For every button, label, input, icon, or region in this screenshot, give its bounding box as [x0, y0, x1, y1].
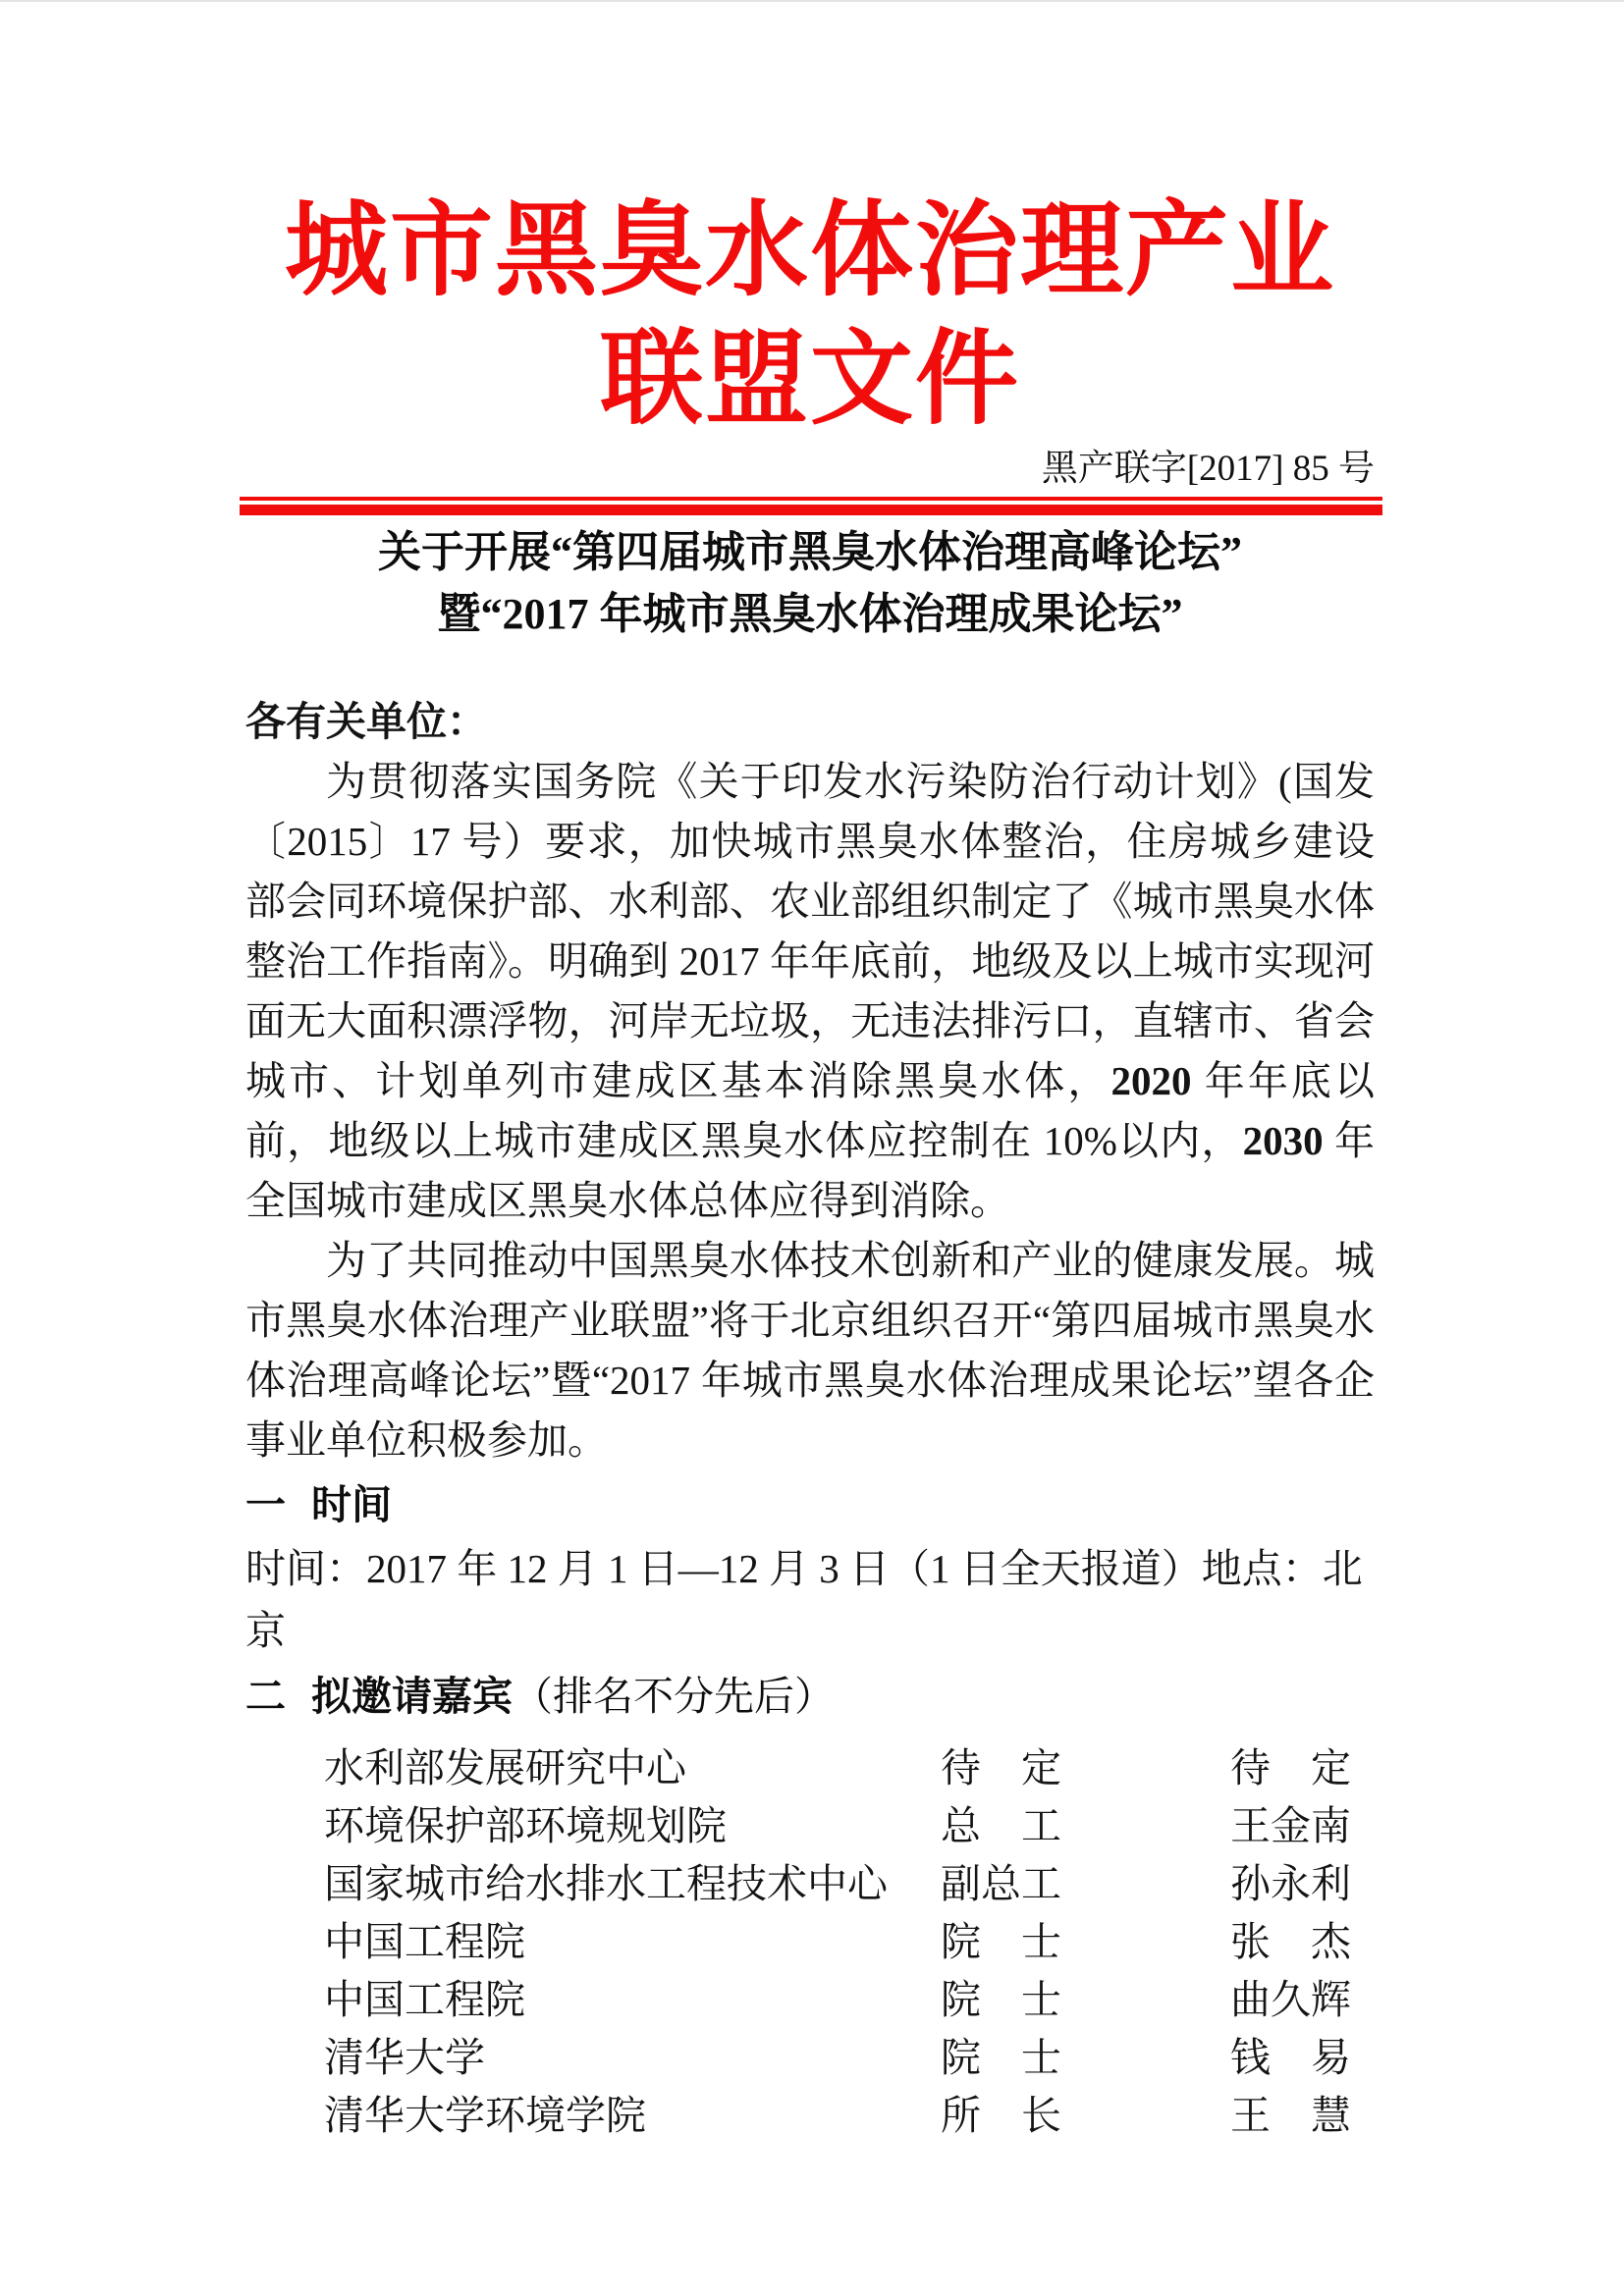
section-2-heading [245, 1666, 1375, 1728]
guest-row [245, 2029, 1375, 2087]
guest-org: 中国工程院 [324, 1977, 525, 2022]
guest-org: 中国工程院 [324, 1919, 525, 1964]
section-2-number: 二 [245, 1674, 286, 1719]
schedule-line: 时间：2017 年 12 月 1 日—12 月 3 日（1 日全天报道）地点：北京 [245, 1546, 1363, 1653]
subject-line1: 关于开展“第四届城市黑臭水体治理高峰论坛” [378, 528, 1242, 576]
paragraph-1-bold-2020: 2020 [1110, 1058, 1192, 1103]
guest-name: 待 定 [1230, 1745, 1351, 1790]
section-2-title: 拟邀请嘉宾 [311, 1674, 513, 1719]
guest-name: 曲久辉 [1230, 1977, 1351, 2022]
section-1-heading [245, 1474, 1375, 1536]
guest-org: 清华大学环境学院 [324, 2093, 646, 2138]
guest-org: 水利部发展研究中心 [324, 1745, 686, 1790]
guest-org: 清华大学 [324, 2035, 485, 2080]
paragraph-1 [245, 752, 1375, 1231]
guest-row [245, 1797, 1375, 1855]
page-top-edge [0, 0, 1624, 2]
paragraph-1-bold-2030: 2030 [1242, 1118, 1324, 1163]
section-2-note: （排名不分先后） [513, 1674, 835, 1719]
guest-name: 张 杰 [1230, 1919, 1351, 1964]
guest-role: 所 长 [941, 2093, 1061, 2138]
guest-role: 院 士 [941, 1919, 1061, 1964]
document-subject [245, 521, 1375, 645]
red-divider-thin-line [240, 497, 1382, 501]
red-divider-thick-line [240, 505, 1382, 515]
letterhead-title-line1: 城市黑臭水体治理产业 [284, 193, 1335, 308]
guest-role: 副总工 [941, 1861, 1061, 1906]
guest-name: 孙永利 [1230, 1861, 1351, 1906]
guest-role: 院 士 [941, 1977, 1061, 2022]
guest-name: 王 慧 [1230, 2093, 1351, 2138]
guest-role: 院 士 [941, 2035, 1061, 2080]
guest-org: 环境保护部环境规划院 [324, 1803, 727, 1848]
reference-number: 黑产联字[2017] 85 号 [1041, 449, 1375, 489]
red-divider-rule [240, 497, 1382, 515]
guest-role: 总 工 [941, 1803, 1061, 1848]
letterhead-title [245, 0, 1375, 444]
letterhead-title-line2: 联盟文件 [599, 322, 1020, 437]
paragraph-2: 为了共同推动中国黑臭水体技术创新和产业的健康发展。城市黑臭水体治理产业联盟”将于北京组织召开“第四届城市黑臭水体治理高峰论坛”暨“2017 年城市黑臭水体治理成果论坛”望各企事业单位积极参加。 [245, 1238, 1375, 1463]
paragraph-1-text-3: 年全国城市建成区黑臭水体总体应得到消除。 [245, 1118, 1376, 1223]
guest-org: 国家城市给水排水工程技术中心 [324, 1861, 888, 1906]
paragraph-1-text-1: 为贯彻落实国务院《关于印发水污染防治行动计划》(国发〔2015〕17 号）要求，加快城市黑臭水体整治，住房城乡建设部会同环境保护部、水利部、农业部组织制定了《城市黑臭水体整治工作指南》。明确到 2017 年年底前，地级及以上城市实现河面无大面积漂浮物，河岸无垃圾，无违法排污口，直辖市、省会城市、计划单列市建成区基本消除黑臭水体， [245, 759, 1375, 1103]
section-1-number: 一 [245, 1482, 286, 1527]
paragraph-1-text-2: 年年底以前，地级以上城市建成区黑臭水体应控制在 10%以内， [245, 1058, 1376, 1163]
subject-line2: 暨“2017 年城市黑臭水体治理成果论坛” [437, 590, 1183, 638]
guest-row [245, 1739, 1375, 1797]
guest-row [245, 1855, 1375, 1913]
guest-row [245, 1971, 1375, 2029]
guest-name: 钱 易 [1230, 2035, 1351, 2080]
guest-row [245, 2087, 1375, 2145]
guest-role: 待 定 [941, 1745, 1061, 1790]
section-1-title: 时间 [311, 1482, 392, 1527]
guest-row [245, 1913, 1375, 1971]
guest-name: 王金南 [1230, 1803, 1351, 1848]
salutation: 各有关单位： [245, 699, 487, 744]
guest-list [245, 1739, 1375, 2145]
